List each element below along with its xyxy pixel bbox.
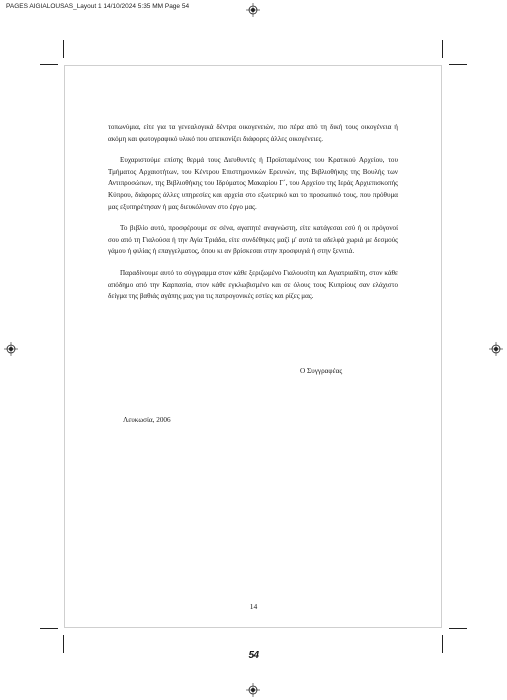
crop-mark [63,40,64,58]
paragraph: Παραδίνουμε αυτό το σύγγραμμα στον κάθε ξεριζωμένο Γιαλουσίτη και Αγιατριαδίτη, στον κάθε απόδημο από την Καρπασία, στον κάθε εγκλωβισμένο και σε όλους τους Κυπρίους σαν ελάχιστο δείγμα της βαθιάς αγάπης μας για τις πατρογονικές εστίες και ρίζες μας. [108,268,398,301]
registration-mark-icon [489,342,503,356]
registration-mark-icon [4,342,18,356]
paragraph: Ευχαριστούμε επίσης θερμά τους Διευθυντές ή Προϊσταμένους του Κρατικού Αρχείου, του Τμήματος Αρχαιοτήτων, του Κέντρου Επιστημονικών Ερευνών, της Βιβλιοθήκης της Βουλής των Αντιπροσώπων, της Βιβλιοθήκης του Ιδρύματος Μακαρίου Γ΄, του Αρχείου της Ιεράς Αρχιεπισκοπής Κύπρου, διάφορες άλλες υπηρεσίες και αρχεία στο εξωτερικό και το προσωπικό τους, που πρόθυμα μας εξυπηρέτησαν ή μας διευκόλυναν στο έργο μας. [108,156,398,211]
author-signature: Ο Συγγραφέας [300,367,343,375]
crop-mark [40,628,58,629]
crop-mark [449,64,467,65]
paragraph: Το βιβλίο αυτό, προσφέρουμε σε σένα, αγαπητέ αναγνώστη, είτε κατάγεσαι εσύ ή οι πρόγονοί σου από τη Γιαλούσα ή την Αγία Τριάδα, είτε συνδέθηκες μαζί μ' αυτά τα αδελφά χωριά με δεσμούς γάμου ή φιλίας ή επαγγελματος, όπου κι αν βρίσκεσαι στην προσφυγιά ή στην ξενιτιά. [108,224,398,256]
folio-number: 54 [248,650,259,661]
paragraph: τοπωνύμια, είτε για τα γενεαλογικά δέντρα οικογενειών, πιο πέρα από τη δική τους οικογένεια ή ακόμη και φωτογραφικό υλικό που απεικονίζει διάφορες άλλες οικογένειες. [108,123,398,143]
crop-mark [449,628,467,629]
registration-mark-icon [246,3,260,17]
page-number: 14 [249,602,258,611]
crop-mark [40,64,58,65]
print-slug-line: PAGES AIGIALOUSAS_Layout 1 14/10/2024 5:35 MM Page 54 [6,3,190,10]
registration-mark-icon [246,683,260,697]
place-date: Λευκωσία, 2006 [123,416,171,424]
crop-mark [442,40,443,58]
body-text [108,122,398,313]
